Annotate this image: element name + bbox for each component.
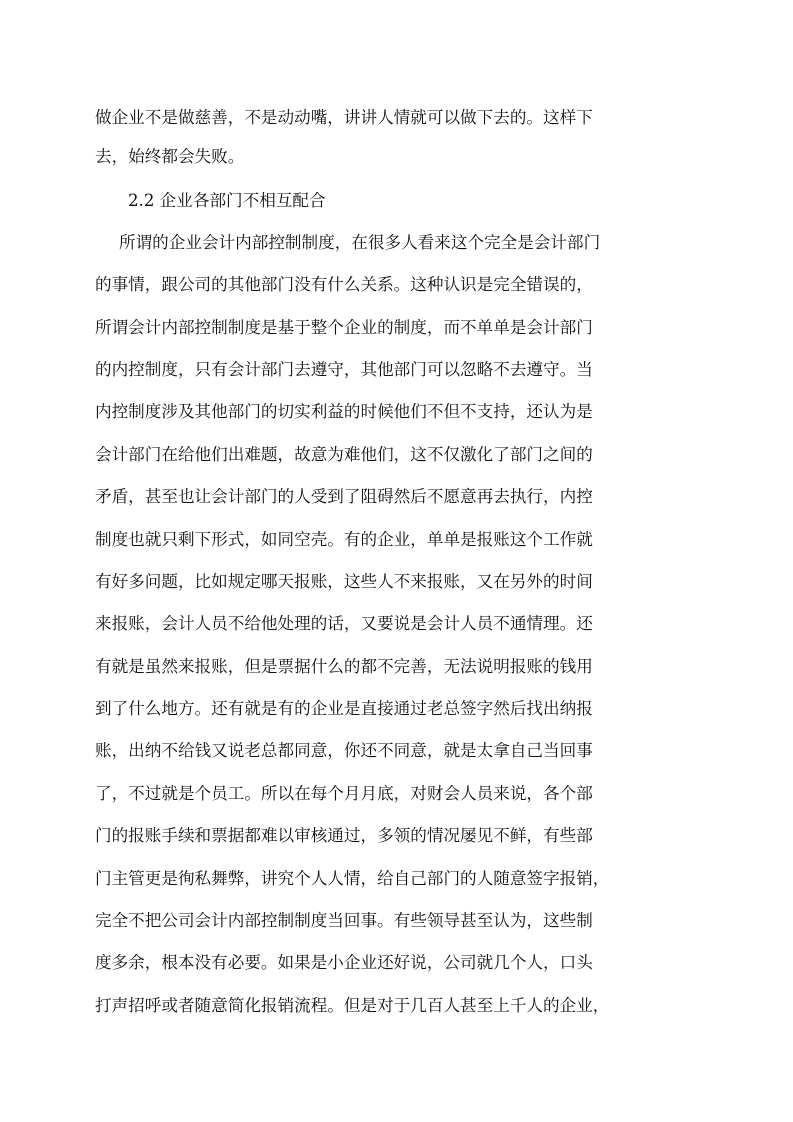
text-line [0,101,793,135]
text-line-content: 打声招呼或者随意简化报销流程。但是对于几百人甚至上千人的企业， [95,996,610,1015]
text-line-content: 门主管更是徇私舞弊，讲究个人人情，给自己部门的人随意签字报销， [95,869,610,888]
text-line-content: 内控制度涉及其他部门的切实利益的时候他们不但不支持，还认为是 [95,402,593,421]
text-line [0,480,793,514]
text-line [0,268,793,302]
text-line [0,946,793,980]
text-line [0,140,793,174]
text-line-content: 到了什么地方。还有就是有的企业是直接通过老总签字然后找出纳报 [95,699,593,718]
text-line-content: 去，始终都会失败。 [95,147,245,166]
text-line [0,904,793,938]
text-line-content: 做企业不是做慈善，不是动动嘴，讲讲人情就可以做下去的。这样下 [95,108,593,127]
text-line [0,523,793,557]
text-line-content: 所谓会计内部控制制度是基于整个企业的制度，而不单单是会计部门 [95,318,593,337]
text-line [0,989,793,1023]
text-line-content: 了，不过就是个员工。所以在每个月月底，对财会人员来说，各个部 [95,784,593,803]
text-line [0,565,793,599]
text-line [0,862,793,896]
text-line-content: 有好多问题，比如规定哪天报账，这些人不来报账，又在另外的时间 [95,572,593,591]
text-line-content: 的内控制度，只有会计部门去遵守，其他部门可以忽略不去遵守。当 [95,360,593,379]
text-line [0,734,793,768]
section-heading [0,184,793,218]
text-line-content: 门的报账手续和票据都难以审核通过，多领的情况屡见不鲜，有些部 [95,826,593,845]
text-line [0,692,793,726]
text-line [0,607,793,641]
text-line-content: 会计部门在给他们出难题，故意为难他们，这不仅激化了部门之间的 [95,445,593,464]
text-line [0,777,793,811]
text-line [0,650,793,684]
text-line-content: 账，出纳不给钱又说老总都同意，你还不同意，就是太拿自己当回事 [95,741,593,760]
text-line-content: 制度也就只剩下形式，如同空壳。有的企业，单单是报账这个工作就 [95,530,593,549]
section-heading-text: 2.2 企业各部门不相互配合 [128,191,326,210]
text-line-content: 的事情，跟公司的其他部门没有什么关系。这种认识是完全错误的， [95,275,593,294]
text-line-content: 矛盾，甚至也让会计部门的人受到了阻碍然后不愿意再去执行，内控 [95,487,593,506]
text-line [0,395,793,429]
text-line-content: 度多余，根本没有必要。如果是小企业还好说，公司就几个人，口头 [95,953,593,972]
text-line-content: 来报账，会计人员不给他处理的话，又要说是会计人员不通情理。还 [95,614,593,633]
text-line-content: 所谓的企业会计内部控制制度，在很多人看来这个完全是会计部门 [119,233,601,252]
text-line [0,226,793,260]
text-line-content: 完全不把公司会计内部控制制度当回事。有些领导甚至认为，这些制 [95,911,593,930]
text-line [0,353,793,387]
text-line [0,311,793,345]
text-line [0,438,793,472]
text-line-content: 有就是虽然来报账，但是票据什么的都不完善，无法说明报账的钱用 [95,657,593,676]
text-line [0,819,793,853]
